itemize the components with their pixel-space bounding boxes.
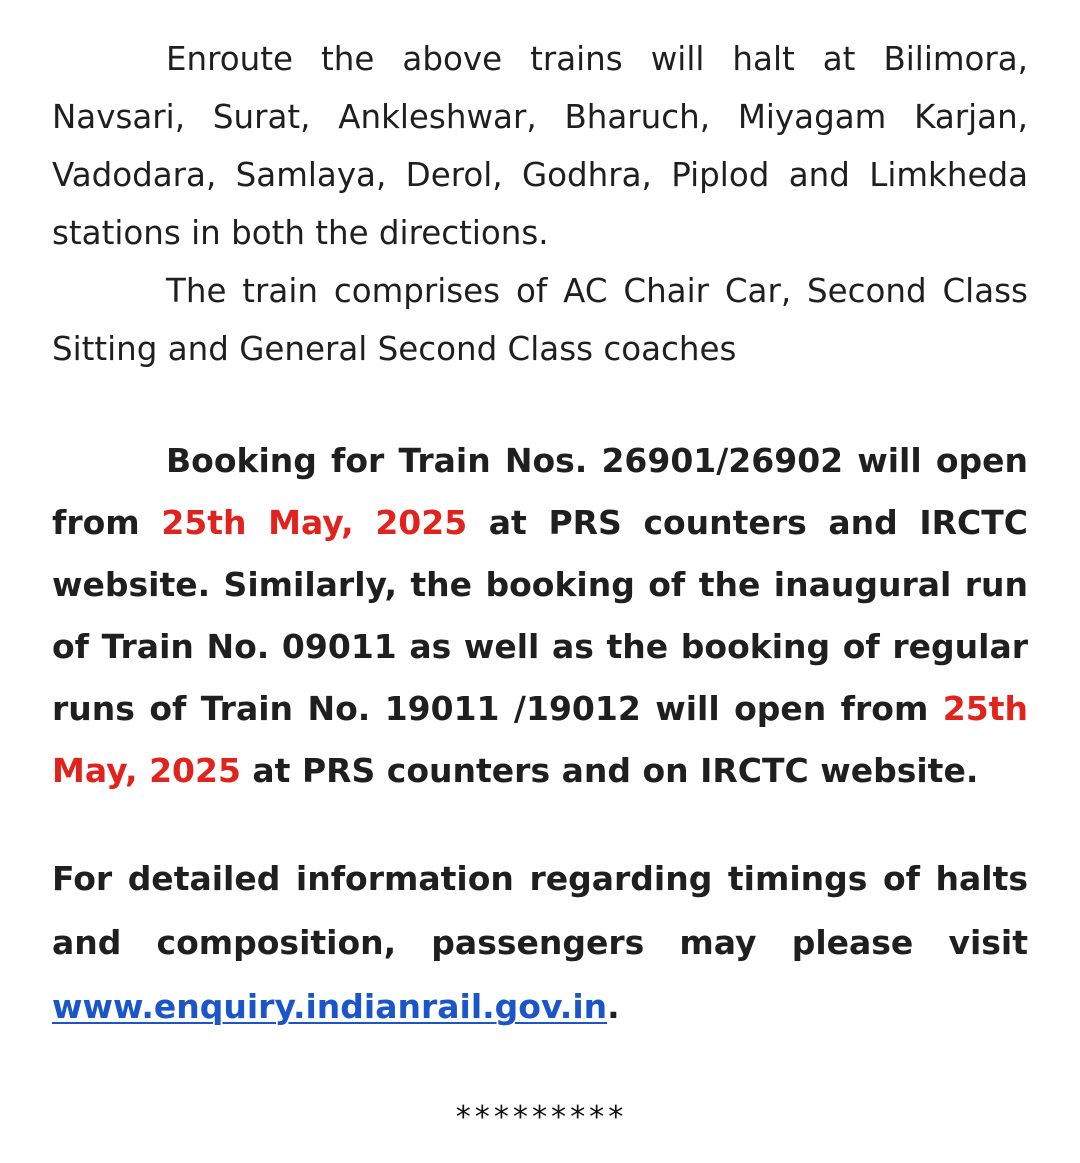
booking-text-3: at PRS counters and on IRCTC website. [240, 751, 979, 790]
booking-paragraph [52, 430, 1028, 802]
info-text-1: For detailed information regarding timings of halts and composition, passengers may please visit [52, 859, 1028, 962]
booking-date-1: 25th May, 2025 [161, 503, 468, 542]
booking-text-2: at PRS counters and IRCTC website. Similarly, the booking of the inaugural run of Train No. 09011 as well as the booking of regular runs of Train No. 19011 /19012 will open from [52, 503, 1028, 728]
document-body [52, 30, 1028, 1039]
halts-paragraph: Enroute the above trains will halt at Bilimora, Navsari, Surat, Ankleshwar, Bharuch, Miyagam Karjan, Vadodara, Samlaya, Derol, Godhra, Piplod and Limkheda stations in both the directions. [52, 40, 1028, 252]
info-text-2: . [607, 987, 620, 1026]
booking-date-2: 25th May, 2025 [52, 689, 1028, 790]
coaches-paragraph: The train comprises of AC Chair Car, Second Class Sitting and General Second Class coaches [52, 272, 1028, 368]
end-separator: ********* [454, 1100, 626, 1135]
enquiry-link[interactable]: www.enquiry.indianrail.gov.in [52, 987, 608, 1026]
info-paragraph [52, 847, 1028, 1039]
booking-text-1: Booking for Train Nos. 26901/26902 will open from [52, 441, 1028, 542]
